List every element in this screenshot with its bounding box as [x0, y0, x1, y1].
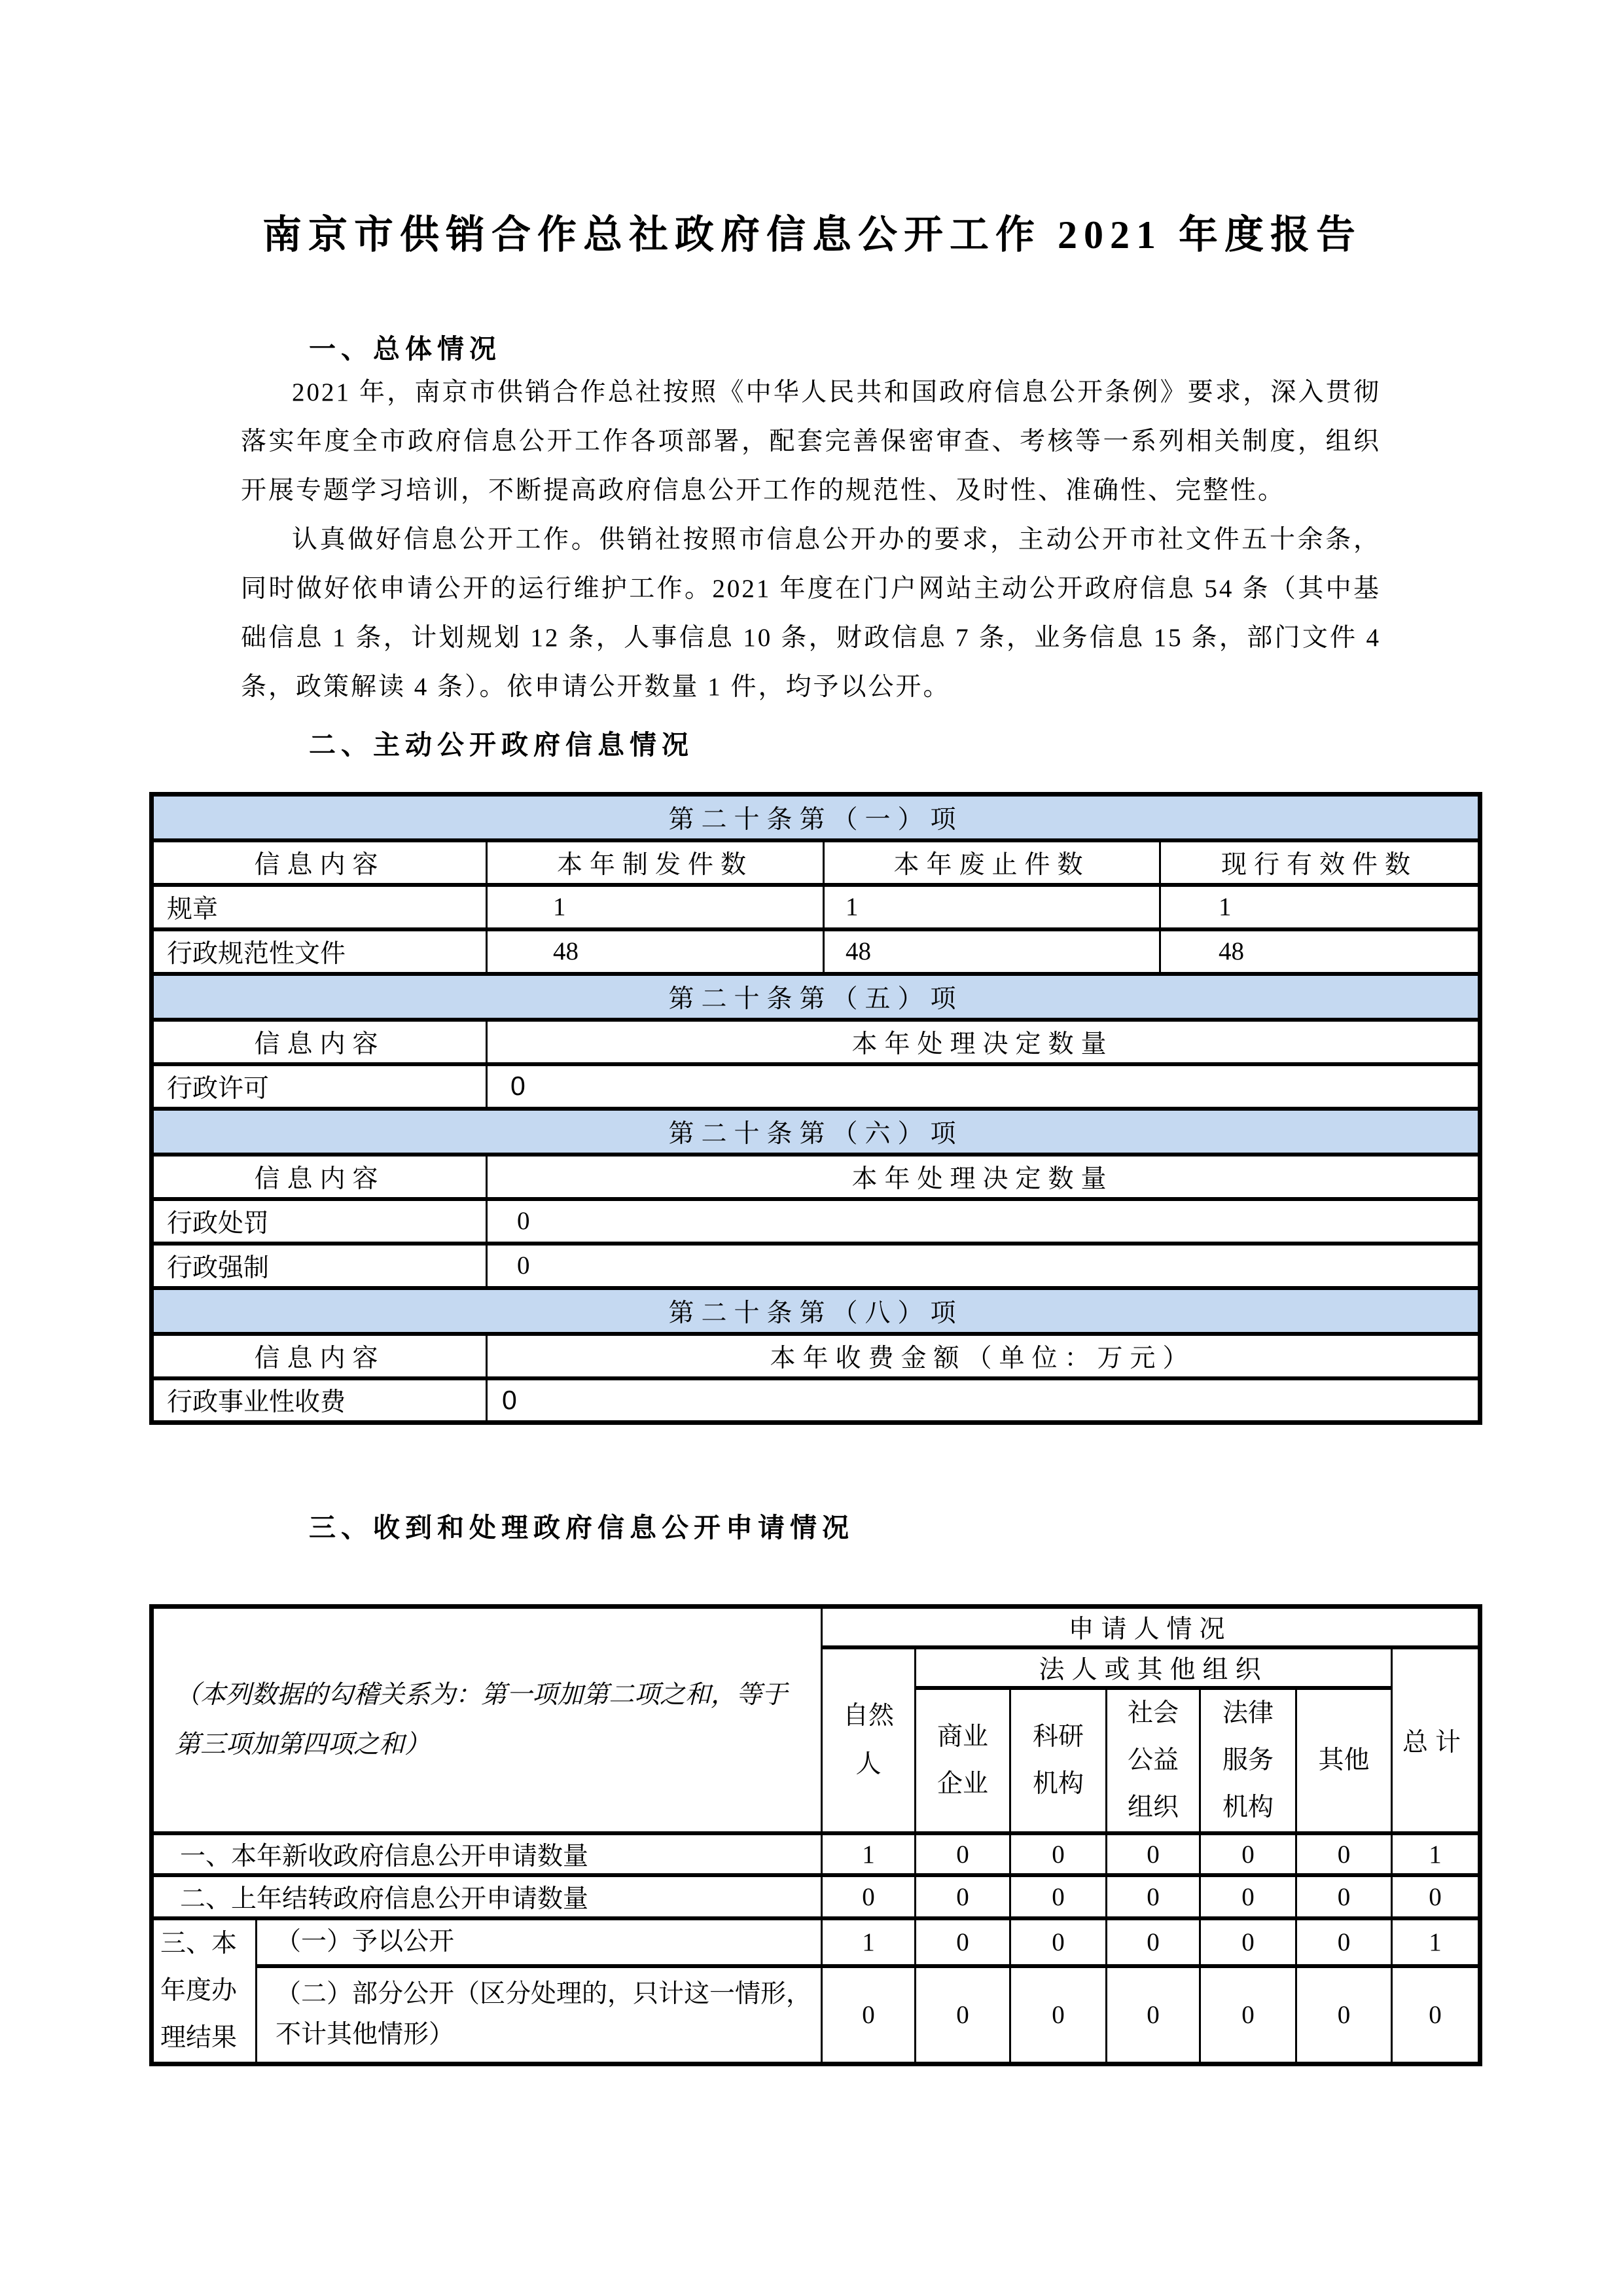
cell-value: 0 — [1296, 1966, 1392, 2064]
column-header: 信息内容 — [152, 1334, 487, 1378]
column-header: 信息内容 — [152, 840, 487, 885]
subcolumn-header — [1010, 1688, 1107, 1833]
cell-value: 0 — [1392, 1966, 1480, 2064]
band-row-article20-item8 — [152, 1288, 1480, 1334]
table-row — [152, 1378, 1480, 1423]
table-row-carryover-requests — [152, 1875, 1480, 1918]
cell-value: 48 — [1160, 929, 1480, 974]
cell-value: 0 — [1010, 1966, 1107, 2064]
cell-value: 1 — [1160, 885, 1480, 929]
column-header: 本年制发件数 — [487, 840, 824, 885]
section1-heading: 一、总体情况 — [309, 334, 501, 364]
band-row-article20-item6 — [152, 1109, 1480, 1155]
body-text-block — [241, 1509, 1381, 1547]
table-header-row — [152, 1155, 1480, 1199]
cell-value: 0 — [487, 1064, 1480, 1109]
cell-value: 0 — [916, 1833, 1010, 1875]
cell-value: 0 — [1107, 1918, 1200, 1966]
cell-value: 0 — [1296, 1833, 1392, 1875]
band-article20-item8: 第二十条第（八）项 — [152, 1288, 1480, 1334]
row-label: 行政规范性文件 — [152, 929, 487, 974]
cell-value: 0 — [916, 1918, 1010, 1966]
reconciliation-note: （本列数据的勾稽关系为：第一项加第二项之和，等于第三项加第四项之和） — [152, 1607, 822, 1834]
total-header: 总计 — [1392, 1647, 1480, 1833]
row-label: 行政事业性收费 — [152, 1378, 487, 1423]
cell-value: 0 — [1296, 1918, 1392, 1966]
research-institution-label: 科研机构 — [1033, 1723, 1084, 1798]
section1-paragraph-2: 认真做好信息公开工作。供销社按照市信息公开办的要求，主动公开市社文件五十余条，同时做好依申请公开的运行维护工作。2021 年度在门户网站主动公开政府信息 54 条（其中基础信息 1 条，计划规划 12 条，人事信息 10 条，财政信息 7 条，业务信息 15 条，部门文件 4 条，政策解读 4 条）。依申请公开数量 1 件，均予以公开。 — [241, 526, 1381, 701]
natural-person-label: 自然人 — [843, 1702, 895, 1778]
cell-value: 0 — [822, 1966, 916, 2064]
requests-handling-table — [149, 1604, 1482, 2066]
section1-paragraph-1: 2021 年，南京市供销合作总社按照《中华人民共和国政府信息公开条例》要求，深入贯彻落实年度全市政府信息公开工作各项部署，配套完善保密审查、考核等一系列相关制度，组织开展专题学习培训，不断提高政府信息公开工作的规范性、及时性、准确性、完整性。 — [241, 378, 1381, 505]
cell-value: 0 — [487, 1244, 1480, 1288]
row-label: （二）部分公开（区分处理的，只计这一情形，不计其他情形） — [257, 1966, 822, 2064]
cell-value: 0 — [1010, 1918, 1107, 1966]
cell-value: 1 — [822, 1918, 916, 1966]
legal-service-org-label: 法律服务机构 — [1222, 1699, 1274, 1821]
cell-value: 0 — [1200, 1833, 1296, 1875]
business-enterprise-label: 商业企业 — [937, 1723, 989, 1798]
section2-heading: 二、主动公开政府信息情况 — [309, 730, 694, 760]
proactive-disclosure-table — [149, 792, 1482, 1425]
document-title: 南京市供销合作总社政府信息公开工作 2021 年度报告 — [262, 213, 1362, 257]
band-article20-item6: 第二十条第（六）项 — [152, 1109, 1480, 1155]
row-label: 行政强制 — [152, 1244, 487, 1288]
cell-value: 1 — [487, 885, 824, 929]
applicants-header: 申请人情况 — [822, 1607, 1480, 1648]
table-row — [152, 1199, 1480, 1244]
table-row-granted — [152, 1918, 1480, 1966]
cell-value: 48 — [824, 929, 1160, 974]
cell-value: 0 — [1107, 1833, 1200, 1875]
cell-value: 0 — [916, 1875, 1010, 1918]
cell-value: 0 — [1010, 1833, 1107, 1875]
column-header: 信息内容 — [152, 1020, 487, 1064]
table-header-row — [152, 1020, 1480, 1064]
cell-value: 1 — [822, 1833, 916, 1875]
column-header: 本年收费金额（单位：万元） — [487, 1334, 1480, 1378]
section3-heading: 三、收到和处理政府信息公开申请情况 — [309, 1513, 854, 1543]
social-welfare-org-label: 社会公益组织 — [1128, 1699, 1179, 1821]
cell-value: 0 — [1200, 1918, 1296, 1966]
cell-value: 1 — [1392, 1833, 1480, 1875]
cell-value: 0 — [1200, 1966, 1296, 2064]
cell-value: 0 — [822, 1875, 916, 1918]
legal-entity-group-header: 法人或其他组织 — [916, 1647, 1392, 1688]
column-header: 本年处理决定数量 — [487, 1020, 1480, 1064]
cell-value: 48 — [487, 929, 824, 974]
header-row-applicants — [152, 1607, 1480, 1648]
cell-value: 0 — [487, 1378, 1480, 1423]
subcolumn-header — [1107, 1688, 1200, 1833]
cell-value: 0 — [1200, 1875, 1296, 1918]
table-row — [152, 885, 1480, 929]
table-row — [152, 1064, 1480, 1109]
cell-value: 0 — [916, 1966, 1010, 2064]
column-header: 本年废止件数 — [824, 840, 1160, 885]
row-label: 一、本年新收政府信息公开申请数量 — [152, 1833, 822, 1875]
column-header: 现行有效件数 — [1160, 840, 1480, 885]
row-label: 行政许可 — [152, 1064, 487, 1109]
column-header: 本年处理决定数量 — [487, 1155, 1480, 1199]
cell-value: 1 — [1392, 1918, 1480, 1966]
row-label: 规章 — [152, 885, 487, 929]
band-article20-item1: 第二十条第（一）项 — [152, 795, 1480, 840]
result-group-label: 三、本年度办理结果 — [152, 1918, 257, 2064]
cell-value: 0 — [1296, 1875, 1392, 1918]
cell-value: 0 — [1392, 1875, 1480, 1918]
table-row — [152, 1244, 1480, 1288]
subcolumn-header — [1200, 1688, 1296, 1833]
table-header-row — [152, 1334, 1480, 1378]
band-article20-item5: 第二十条第（五）项 — [152, 974, 1480, 1020]
row-label: 行政处罚 — [152, 1199, 487, 1244]
cell-value: 0 — [1107, 1966, 1200, 2064]
row-label: （一）予以公开 — [257, 1918, 822, 1966]
column-header: 信息内容 — [152, 1155, 487, 1199]
body-text-block — [241, 330, 1381, 764]
cell-value: 1 — [824, 885, 1160, 929]
table-row — [152, 929, 1480, 974]
band-row-article20-item1 — [152, 795, 1480, 840]
cell-value: 0 — [1010, 1875, 1107, 1918]
band-row-article20-item5 — [152, 974, 1480, 1020]
subcolumn-header — [916, 1688, 1010, 1833]
cell-value: 0 — [487, 1199, 1480, 1244]
table-header-row — [152, 840, 1480, 885]
row-label: 二、上年结转政府信息公开申请数量 — [152, 1875, 822, 1918]
table-row-partially-granted — [152, 1966, 1480, 2064]
table-row-new-requests — [152, 1833, 1480, 1875]
natural-person-header — [822, 1647, 916, 1833]
cell-value: 0 — [1107, 1875, 1200, 1918]
subcolumn-header: 其他 — [1296, 1688, 1392, 1833]
